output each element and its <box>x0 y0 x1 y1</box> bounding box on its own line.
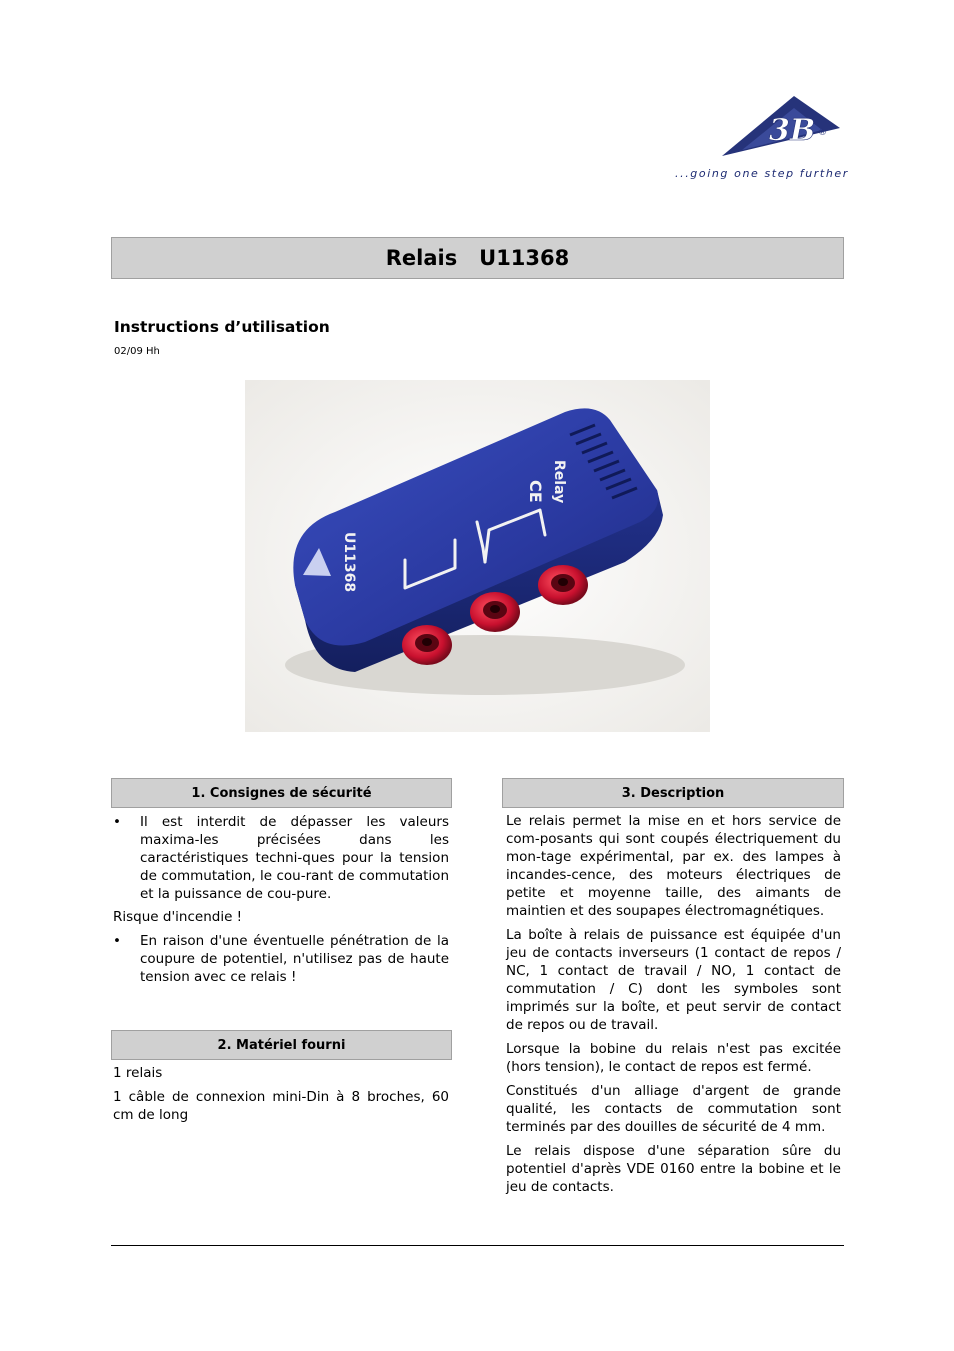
safety-socket-icon <box>470 592 520 632</box>
bullet-icon: • <box>113 933 121 949</box>
document-date: 02/09 Hh <box>114 346 160 357</box>
product-photo <box>245 380 710 732</box>
section-description-body <box>506 812 841 1196</box>
section-description-title: 3. Description <box>621 785 725 801</box>
brand-tagline: ...going one step further <box>675 167 849 180</box>
logo-text: 3B <box>769 113 816 148</box>
page-title: Relais U11368 <box>385 246 570 270</box>
description-paragraph-2: La boîte à relais de puissance est équipée d'un jeu de contacts inverseurs (1 contact de repos / NC, 1 contact de travail / NO, 1 contact de commutation / C) dont les symboles sont imprimés sur la boîte, et peut servir de contact de repos ou de travail. <box>506 927 841 1033</box>
section-description-heading <box>502 778 844 808</box>
safety-bullet-2: En raison d'une éventuelle pénétration de la coupure de potentiel, n'utilisez pas de haute tension avec ce relais ! <box>140 933 449 985</box>
safety-bullet-1: Il est interdit de dépasser les valeurs maxima-les précisées dans les caractéristiques techni-ques pour la tension de commutation, le cou-rant de commutation et la puissance de cou-pure. <box>140 814 449 902</box>
list-item <box>113 813 449 903</box>
title-bar <box>111 237 844 279</box>
svg-text:®: ® <box>818 128 827 138</box>
device-label-model: U11368 <box>341 532 357 593</box>
section-supplied-heading <box>111 1030 452 1060</box>
section-safety-body <box>113 813 449 986</box>
description-paragraph-1: Le relais permet la mise en et hors service de com-posants qui sont coupés électriquement du mon-tage expérimental, par ex. des lampes à incandes-cence, des moteurs électriques de petite et moyenne taille, des aimants de maintien et des soupapes électromagnétiques. <box>506 813 841 919</box>
relay-device-illustration <box>245 380 710 732</box>
footer-divider <box>111 1245 844 1246</box>
device-label-relay: Relay <box>551 460 567 504</box>
safety-socket-icon <box>402 625 452 665</box>
document-subtitle: Instructions d’utilisation <box>114 318 330 336</box>
list-item <box>113 932 449 986</box>
section-safety-heading <box>111 778 452 808</box>
description-paragraph-3: Lorsque la bobine du relais n'est pas excitée (hors tension), le contact de repos est fermé. <box>506 1041 841 1075</box>
section-supplied-body <box>113 1064 449 1124</box>
bullet-icon: • <box>113 814 121 830</box>
section-supplied-title: 2. Matériel fourni <box>217 1037 346 1053</box>
description-paragraph-5: Le relais dispose d'une séparation sûre du potentiel d'après VDE 0160 entre la bobine et le jeu de contacts. <box>506 1143 841 1195</box>
section-safety-title: 1. Consignes de sécurité <box>191 785 372 801</box>
description-paragraph-4: Constitués d'un alliage d'argent de grande qualité, les contacts de commutation sont terminés par des douilles de sécurité de 4 mm. <box>506 1083 841 1135</box>
safety-warning: Risque d'incendie ! <box>113 909 243 925</box>
device-label-ce: CE <box>526 480 545 503</box>
safety-socket-icon <box>538 565 588 605</box>
supplied-item-2: 1 câble de connexion mini-Din à 8 broches, 60 cm de long <box>113 1089 449 1123</box>
supplied-item-1: 1 relais <box>113 1065 163 1081</box>
